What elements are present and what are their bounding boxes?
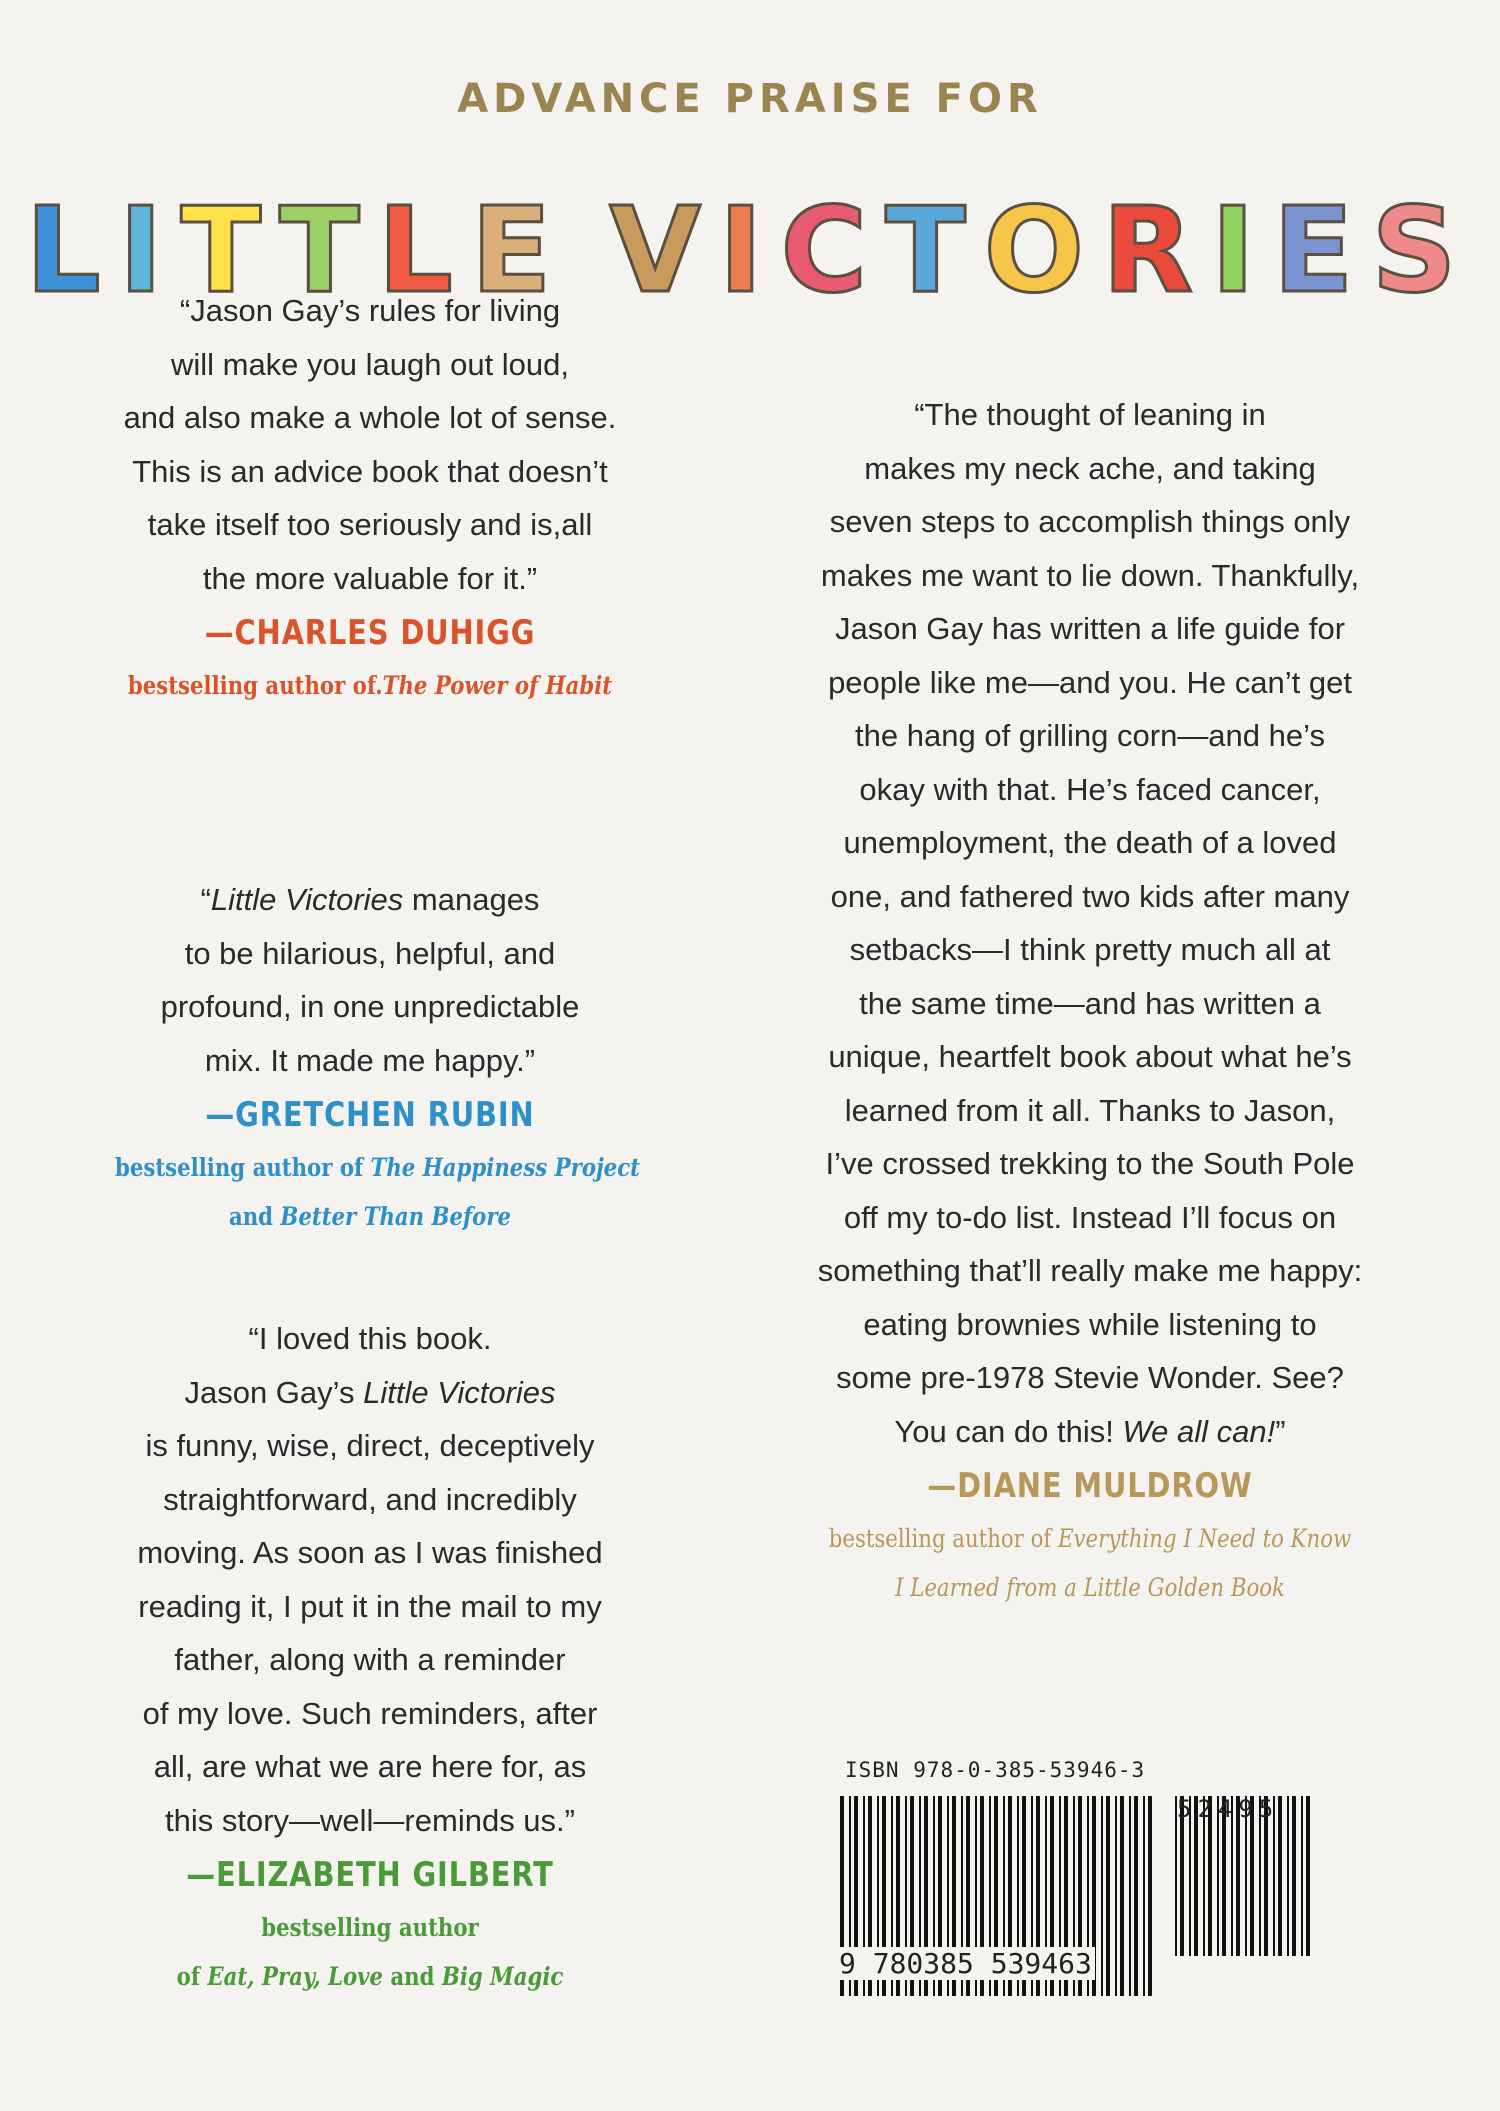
isbn-label: ISBN 978-0-385-53946-3	[845, 1758, 1146, 1782]
title-letter: E	[470, 181, 570, 319]
title-letter: I	[1210, 181, 1273, 319]
blurb-duhigg	[70, 284, 670, 710]
title-letter: R	[1102, 181, 1211, 319]
attribution-gilbert: —ELIZABETH GILBERT	[186, 1855, 554, 1895]
title-letter: L	[25, 181, 119, 319]
title-letter: E	[1272, 181, 1372, 319]
attribution-duhigg: —CHARLES DUHIGG	[204, 613, 536, 653]
quote-gilbert: “I loved this book. Jason Gay’s Little Victories is funny, wise, direct, deceptively straightforward, and incredibly moving. As soon as I was finished reading it, I put it in the mail to my father, along with a reminder of my love. Such reminders, after all, are what we are here for, as this story—well—reminds us.”	[137, 1321, 603, 1838]
quote-rubin: “Little Victories manages to be hilarious, helpful, and profound, in one unpredictable mix. It made me happy.”	[160, 882, 580, 1078]
affiliation-duhigg: bestselling author of.The Power of Habit	[127, 671, 613, 700]
title-letter: L	[377, 181, 471, 319]
blurb-muldrow	[745, 388, 1435, 1612]
title-letter: T	[279, 181, 378, 319]
title-letter: C	[780, 181, 886, 319]
barcode-digits: 9 780385 539463	[836, 1947, 1095, 1980]
title-letter: O	[983, 181, 1103, 319]
title-letter: T	[885, 181, 984, 319]
title-letter: I	[718, 181, 781, 319]
advance-praise-heading: ADVANCE PRAISE FOR	[457, 76, 1043, 122]
title-letter: T	[180, 181, 280, 319]
affiliation-gilbert: bestselling author of Eat, Pray, Love and Big Magic	[176, 1913, 564, 1991]
attribution-muldrow: —DIANE MULDROW	[927, 1466, 1253, 1506]
quote-duhigg: “Jason Gay’s rules for living will make you laugh out loud, and also make a whole lot of sense. This is an advice book that doesn’t take itself too seriously and is,all the more valuable for it.”	[123, 293, 617, 596]
title-letter: S	[1371, 181, 1475, 319]
attribution-rubin: —GRETCHEN RUBIN	[205, 1095, 535, 1135]
price-code: 52495	[1177, 1795, 1280, 1823]
blurb-rubin	[70, 873, 670, 1241]
affiliation-muldrow: bestselling author of Everything I Need to Know I Learned from a Little Golden Book	[828, 1524, 1352, 1602]
blurb-gilbert	[70, 1312, 670, 2001]
affiliation-rubin: bestselling author of The Happiness Project and Better Than Before	[115, 1153, 640, 1231]
title-letter: V	[609, 181, 719, 319]
quote-muldrow: “The thought of leaning in makes my neck ache, and taking seven steps to accomplish things only makes me want to lie down. Thankfully, Jason Gay has written a life guide for people like me—and you. He can’t get the hang of grilling corn—and he’s okay with that. He’s faced cancer, unemployment, the death of a loved one, and fathered two kids after many setbacks—I think pretty much all at the same time—and has written a unique, heartfelt book about what he’s learned from it all. Thanks to Jason, I’ve crossed trekking to the South Pole off my to-do list. Instead I’ll focus on something that’ll really make me happy: eating brownies while listening to some pre-1978 Stevie Wonder. See? You can do this! We all can!”	[817, 397, 1363, 1449]
title-letter: I	[118, 181, 181, 319]
